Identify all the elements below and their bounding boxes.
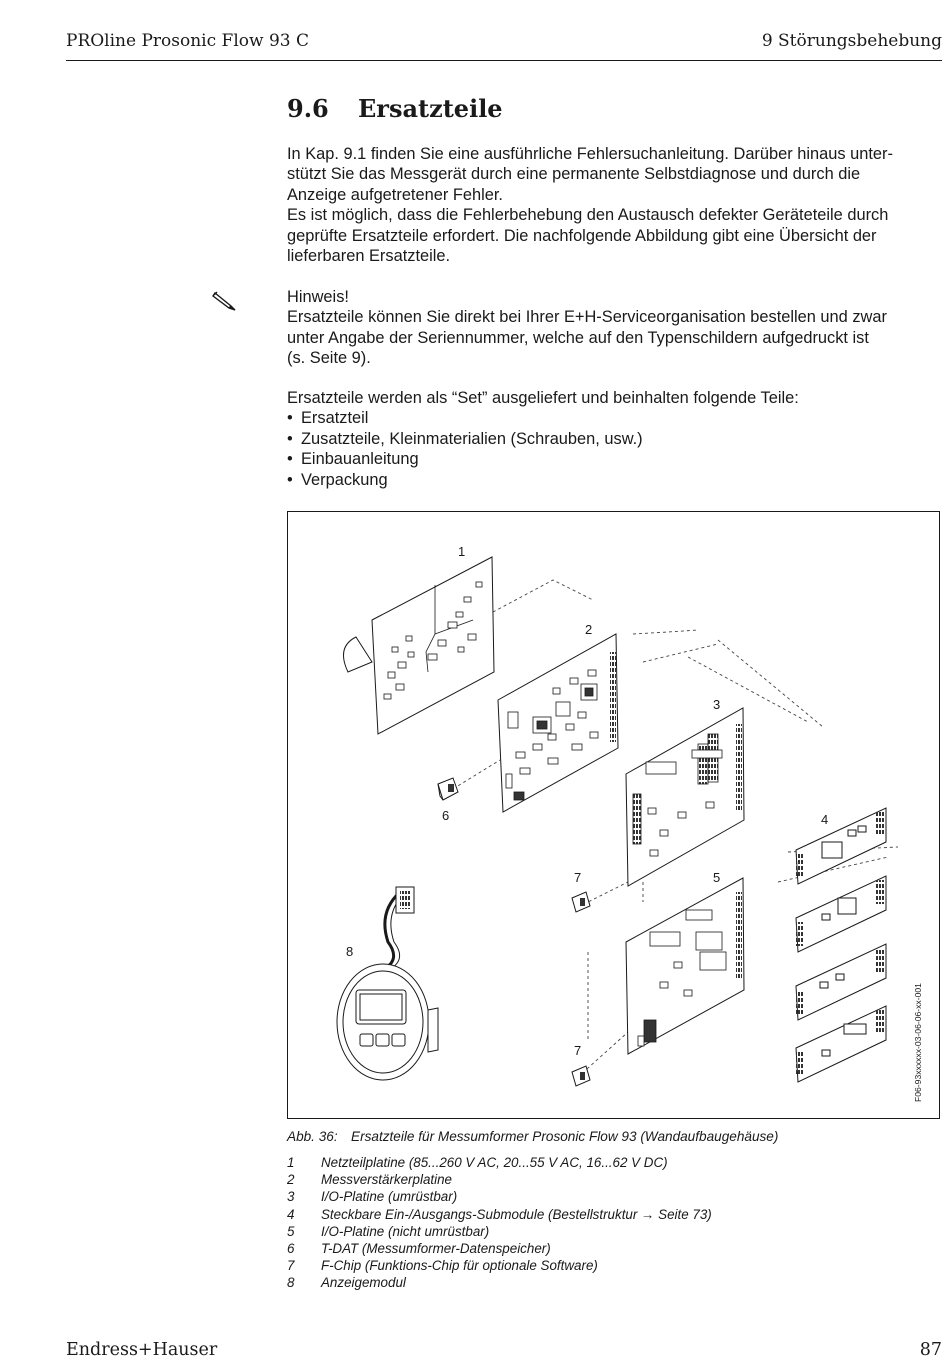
legend-row: 3 I/O-Platine (umrüstbar) — [287, 1189, 458, 1205]
note-line: Ersatzteile können Sie direkt bei Ihrer E+H-Serviceorganisation bestellen und zwar — [287, 308, 887, 327]
callout-5: 5 — [713, 870, 721, 885]
caption-label: Abb. 36: — [287, 1129, 338, 1144]
page-number: 87 — [919, 1340, 942, 1360]
set-block — [287, 388, 927, 490]
callout-4: 4 — [821, 812, 829, 827]
set-list — [287, 408, 927, 490]
callout-3: 3 — [713, 697, 721, 712]
display-module — [337, 887, 438, 1080]
section-number: 9.6 — [287, 94, 329, 123]
section-title — [287, 94, 503, 123]
intro-line: Anzeige aufgetretener Fehler. — [287, 185, 503, 204]
power-supply-board — [344, 557, 495, 734]
callout-6: 6 — [442, 808, 450, 823]
intro-line: stützt Sie das Messgerät durch eine permanente Selbstdiagnose und durch die — [287, 165, 861, 184]
header-chapter: 9 Störungsbehebung — [761, 31, 942, 51]
note-line: (s. Seite 9). — [287, 349, 371, 368]
amplifier-board — [498, 634, 618, 812]
legend-row: 5 I/O-Platine (nicht umrüstbar) — [287, 1223, 490, 1239]
io-board-upgradable — [626, 708, 744, 886]
f-chip-upper — [572, 892, 590, 912]
legend-row: 1 Netzteilplatine (85...260 V AC, 20...55 V AC, 16...62 V DC) — [287, 1155, 668, 1170]
f-chip-lower — [572, 1066, 590, 1086]
note-line: unter Angabe der Seriennummer, welche auf den Typenschildern aufgedruckt ist — [287, 328, 869, 347]
callout-1: 1 — [458, 544, 466, 559]
section-heading: Ersatzteile — [358, 94, 503, 123]
note-title: Hinweis! — [287, 288, 349, 306]
note-block — [287, 287, 927, 369]
callout-7-lower: 7 — [574, 1043, 582, 1058]
legend-row: 4 Steckbare Ein-/Ausgangs-Submodule (Bestellstruktur → Seite 73) — [287, 1206, 712, 1222]
io-submodules — [796, 808, 886, 1082]
header-product: PROline Prosonic Flow 93 C — [66, 31, 309, 51]
set-intro: Ersatzteile werden als “Set” ausgeliefert und beinhalten folgende Teile: — [287, 389, 799, 407]
pencil-note-icon — [212, 289, 240, 313]
footer-brand: Endress+Hauser — [66, 1340, 218, 1360]
list-item: • Ersatzteil — [287, 408, 927, 428]
callout-7-upper: 7 — [574, 870, 582, 885]
intro-paragraph — [287, 144, 927, 266]
intro-line: lieferbaren Ersatzteile. — [287, 247, 451, 266]
legend-row: 2 Messverstärkerplatine — [287, 1172, 452, 1188]
intro-line: Es ist möglich, dass die Fehlerbehebung den Austausch defekter Geräteteile durch — [287, 206, 889, 225]
figure-caption — [287, 1129, 778, 1144]
intro-line: In Kap. 9.1 finden Sie eine ausführliche Fehlersuchanleitung. Darüber hinaus unter- — [287, 145, 893, 163]
list-item: • Verpackung — [287, 470, 927, 490]
legend-row: 7 F-Chip (Funktions-Chip für optionale Software) — [287, 1258, 598, 1274]
header-rule — [66, 60, 942, 61]
legend-row: 6 T-DAT (Messumformer-Datenspeicher) — [287, 1240, 551, 1256]
callout-2: 2 — [585, 622, 593, 637]
figure-legend — [287, 1154, 712, 1292]
callout-8: 8 — [346, 944, 354, 959]
legend-row: 8 Anzeigemodul — [287, 1275, 406, 1291]
intro-line: geprüfte Ersatzteile erfordert. Die nachfolgende Abbildung gibt eine Übersicht der — [287, 226, 877, 245]
io-board-fixed — [626, 878, 744, 1054]
t-dat-chip — [438, 778, 458, 800]
figure-code: F06-93xxxxxx-03-06-06-xx-001 — [913, 983, 923, 1102]
spare-parts-figure — [287, 511, 940, 1119]
caption-text: Ersatzteile für Messumformer Prosonic Flow 93 (Wandaufbaugehäuse) — [351, 1129, 779, 1144]
list-item: • Einbauanleitung — [287, 449, 927, 469]
exploded-view-drawing — [288, 512, 940, 1119]
list-item: • Zusatzteile, Kleinmaterialien (Schrauben, usw.) — [287, 429, 927, 449]
